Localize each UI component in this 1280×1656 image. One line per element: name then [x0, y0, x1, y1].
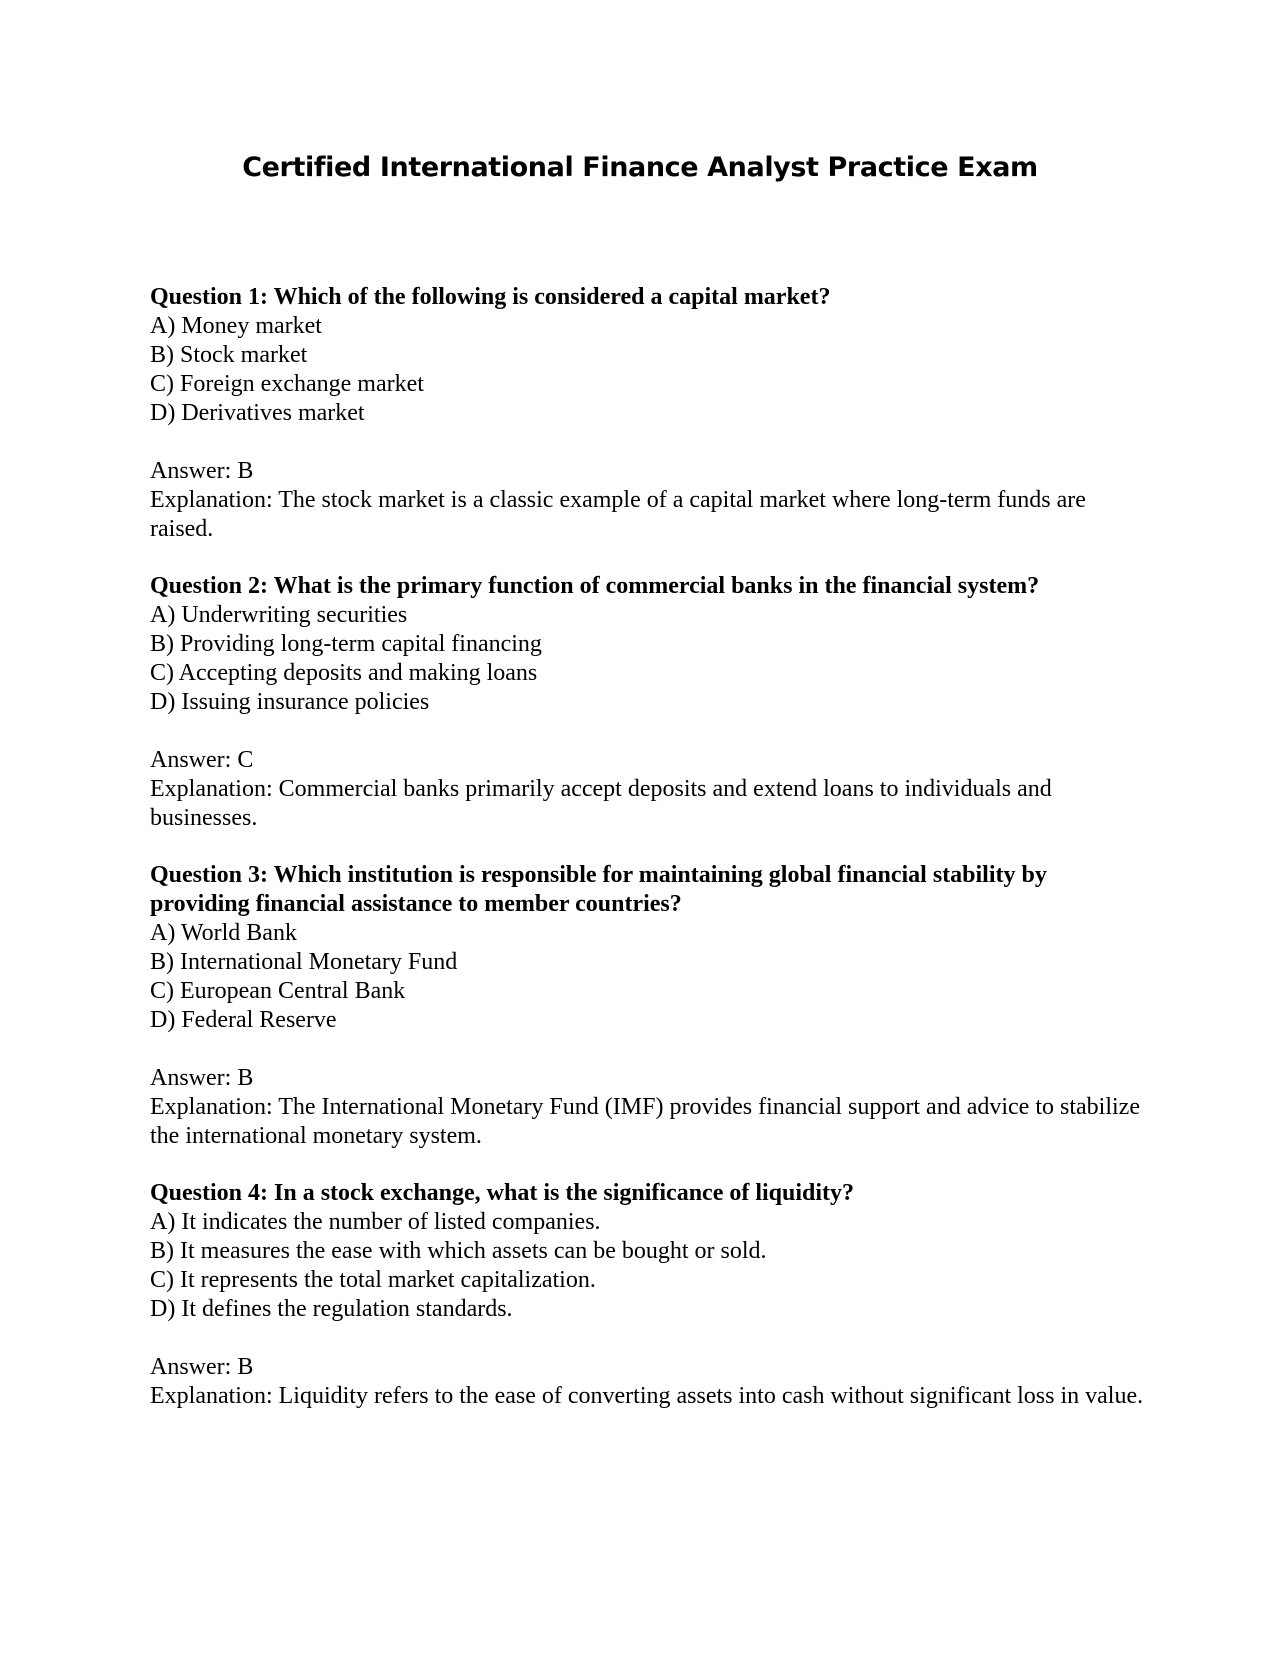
question-text: Question 3: Which institution is responsible for maintaining global financial stability by providing financial assistance to member countries? [150, 862, 1047, 917]
question-block-4 [150, 1179, 1150, 1411]
explanation-text: Explanation: The stock market is a classic example of a capital market where long-term funds are raised. [150, 487, 1086, 542]
option-c: C) Accepting deposits and making loans [150, 660, 538, 686]
explanation-text: Explanation: Liquidity refers to the ease of converting assets into cash without significant loss in value. [150, 1383, 1144, 1409]
explanation-text: Explanation: Commercial banks primarily accept deposits and extend loans to individuals and businesses. [150, 776, 1052, 831]
option-b: B) Providing long-term capital financing [150, 631, 542, 657]
answer-line: Answer: C [150, 747, 254, 773]
option-a: A) World Bank [150, 920, 297, 946]
answer-line: Answer: B [150, 458, 254, 484]
option-c: C) European Central Bank [150, 978, 406, 1004]
question-text: Question 2: What is the primary function of commercial banks in the financial system? [150, 573, 1040, 599]
option-c: C) It represents the total market capitalization. [150, 1267, 596, 1293]
option-d: D) Federal Reserve [150, 1007, 337, 1033]
answer-line: Answer: B [150, 1065, 254, 1091]
option-a: A) Underwriting securities [150, 602, 408, 628]
question-block-2 [150, 572, 1150, 833]
option-c: C) Foreign exchange market [150, 371, 424, 397]
question-text: Question 1: Which of the following is considered a capital market? [150, 284, 831, 310]
question-block-3 [150, 861, 1150, 1151]
option-b: B) International Monetary Fund [150, 949, 458, 975]
option-b: B) Stock market [150, 342, 308, 368]
document-title: Certified International Finance Analyst Practice Exam [242, 152, 1038, 183]
option-d: D) It defines the regulation standards. [150, 1296, 513, 1322]
question-block-1 [150, 283, 1150, 544]
option-a: A) It indicates the number of listed companies. [150, 1209, 601, 1235]
option-b: B) It measures the ease with which assets can be bought or sold. [150, 1238, 767, 1264]
question-list [150, 283, 1150, 1439]
option-d: D) Issuing insurance policies [150, 689, 430, 715]
answer-line: Answer: B [150, 1354, 254, 1380]
question-text: Question 4: In a stock exchange, what is the significance of liquidity? [150, 1180, 855, 1206]
option-d: D) Derivatives market [150, 400, 365, 426]
explanation-text: Explanation: The International Monetary Fund (IMF) provides financial support and advice to stabilize the international monetary system. [150, 1094, 1140, 1149]
option-a: A) Money market [150, 313, 322, 339]
